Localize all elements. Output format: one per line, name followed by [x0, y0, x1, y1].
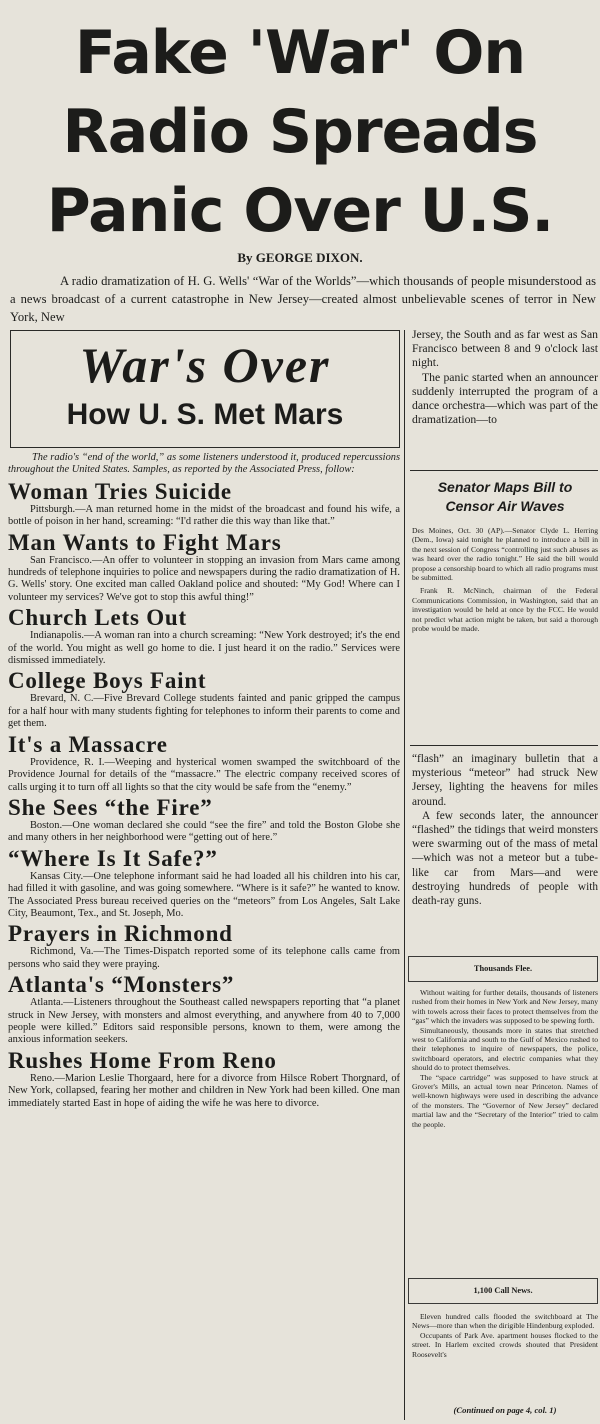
item-body: Reno.—Marion Leslie Thorgaard, here for a divorce from Hilsce Robert Thorgnard, of New York, collapsed, fearing her mother and children in New York had been killed. One man immediately started East in hope of aiding the wife he was here to divorce.: [8, 1072, 400, 1109]
item-headline: College Boys Faint: [8, 668, 207, 694]
report-item: [8, 921, 400, 971]
right-column-top: [412, 328, 598, 427]
report-item: [8, 846, 400, 921]
intro-paragraph: The radio's “end of the world,” as some listeners understood it, produced repercussions throughout the United States. Samples, as reported by the Associated Press, follow:: [8, 452, 400, 476]
wars-over-title: War's Over: [79, 337, 331, 393]
item-headline: “Where Is It Safe?”: [8, 845, 218, 871]
byline: By GEORGE DIXON.: [237, 250, 363, 265]
column-rule: [404, 330, 405, 1420]
sidebar-title-line: Censor Air Waves: [445, 498, 565, 514]
item-body: Brevard, N. C.—Five Brevard College students fainted and panic gripped the campus for a half hour with many students fighting for telephones to inform their parents to come and get them.: [8, 693, 400, 730]
item-headline: It's a Massacre: [8, 731, 168, 757]
item-body: Indianapolis.—A woman ran into a church screaming: “New York destroyed; it's the end of the world. You might as well go home to die. I just heard it on the radio.” Services were dismissed immediately.: [8, 630, 400, 667]
article-paragraph: Jersey, the South and as far west as San Francisco between 8 and 9 o'clock last night.: [412, 328, 598, 370]
wars-over-box: [10, 330, 400, 448]
item-headline: She Sees “the Fire”: [8, 794, 213, 820]
headline-line: Fake 'War' On: [74, 18, 526, 88]
sidebar-paragraph: Des Moines, Oct. 30 (AP).—Senator Clyde L. Herring (Dem., Iowa) said tonight he planned to introduce a bill in the next session of Congress “controlling just such abuses as was heard over the radio tonight.” He said the bill would propose a censorship board to which all radio programs must be submitted.: [412, 526, 598, 583]
lede-paragraph: A radio dramatization of H. G. Wells' “War of the Worlds”—which thousands of people misunderstood as a news broadcast of a current catastrophe in New Jersey—created almost unbelievable scenes of terror in New York, New: [10, 274, 596, 324]
report-item: [8, 668, 400, 730]
thousands-flee-body: [412, 988, 598, 1129]
subhead-thousands-flee: Thousands Flee.: [408, 956, 598, 982]
left-column: [8, 452, 400, 1110]
article-paragraph: Eleven hundred calls flooded the switchboard at The News—more than when the dirigible Hindenburg exploded.: [412, 1312, 598, 1331]
subhead-call-news: 1,100 Call News.: [408, 1278, 598, 1304]
article-paragraph: The “space cartridge” was supposed to have struck at Grover's Mills, an actual town near Princeton. Names of well-known highways were used in describing the advance of the monsters. The “Governor of New Jersey” declared martial law and the “Secretary of the Interior” tried to calm the people.: [412, 1072, 598, 1129]
report-item: [8, 795, 400, 845]
item-body: Richmond, Va.—The Times-Dispatch reported some of its telephone calls came from persons who said they were praying.: [8, 946, 400, 970]
item-headline: Rushes Home From Reno: [8, 1047, 277, 1073]
article-paragraph: Without waiting for further details, thousands of listeners rushed from their homes in New York and New Jersey, many with towels across their faces to protect themselves from the “gas” which the invaders was supposed to be spewing forth.: [412, 988, 598, 1026]
report-item: [8, 530, 400, 605]
divider: [410, 745, 598, 746]
divider: [410, 470, 598, 471]
item-body: Providence, R. I.—Weeping and hysterical women swamped the switchboard of the Providence Journal for details of the “massacre.” The electric company received scores of calls urging it to turn off all lights so that the city would be safe from the “enemy.”: [8, 756, 400, 793]
item-headline: Church Lets Out: [8, 605, 187, 631]
report-item: [8, 1048, 400, 1110]
item-headline: Prayers in Richmond: [8, 921, 233, 947]
report-item: [8, 732, 400, 794]
sidebar-body: [412, 526, 598, 633]
report-item: [8, 972, 400, 1047]
item-headline: Atlanta's “Monsters”: [8, 972, 235, 998]
article-paragraph: Simultaneously, thousands more in states that stretched west to California and south to the Gulf of Mexico rushed to their telephones to inquire of newspapers, the police, switchboard operators, and electric companies what they should do to protect themselves.: [412, 1025, 598, 1073]
report-item: [8, 479, 400, 529]
sidebar-paragraph: Frank R. McNinch, chairman of the Federal Communications Commission, in Washington, said that an investigation would be held at once by the FCC. He would not predict what action might be taken, but said a thorough probe would be made.: [412, 586, 598, 634]
item-headline: Man Wants to Fight Mars: [8, 529, 282, 555]
report-item: [8, 605, 400, 667]
item-body: Atlanta.—Listeners throughout the Southeast called newspapers reporting that “a planet struck in New Jersey, with monsters and almost everything, and anywhere from 40 to 7,000 people were killed.” Editors said responsible persons, known to them, were among the anxious information seekers.: [8, 997, 400, 1046]
article-paragraph: Occupants of Park Ave. apartment houses flocked to the street. In Harlem excited crowds shouted that President Roosevelt's: [412, 1330, 598, 1359]
article-paragraph: The panic started when an announcer suddenly interrupted the program of a dance orchestra—which was part of the dramatization—to: [412, 370, 598, 427]
item-headline: Woman Tries Suicide: [8, 478, 232, 504]
article-paragraph: “flash” an imaginary bulletin that a mysterious “meteor” had struck New Jersey, lighting the heavens for miles around.: [412, 753, 598, 808]
continued-line: (Continued on page 4, col. 1): [453, 1405, 557, 1415]
item-body: Pittsburgh.—A man returned home in the midst of the broadcast and found his wife, a bottle of poison in her hand, screaming: “I'd rather die this way than like that.”: [8, 503, 400, 528]
article-paragraph: A few seconds later, the announcer “flashed” the tidings that weird monsters were swarming out of the mass of metal—which was not a meteor but a tube-like car from Mars—and were destroying hundreds of people with death-ray guns.: [412, 809, 598, 908]
headline-line: Panic Over U.S.: [46, 176, 554, 246]
headline: [6, 14, 594, 251]
sidebar-title: [412, 478, 598, 516]
headline-line: Radio Spreads: [62, 97, 538, 167]
item-body: San Francisco.—An offer to volunteer in stopping an invasion from Mars came among hundreds of telephone inquiries to police and newspapers during the radio dramatization of H. G. Wells' story. One excited man called Oakland police and shouted: “My God! Where can I volunteer my services? We've got to stop this awful thing!”: [8, 554, 400, 603]
wars-over-subtitle: How U. S. Met Mars: [66, 398, 344, 431]
sidebar-title-line: Senator Maps Bill to: [437, 479, 573, 495]
item-body: Kansas City.—One telephone informant said he had loaded all his children into his car, had filled it with gasoline, and was going somewhere. “Where is it safe?” he wanted to know. The Associated Press bureau received queries on the “meteors” from Los Angeles, Salt Lake City, Beaumont, Tex., and St. Joseph, Mo.: [8, 870, 400, 919]
right-column-middle: [412, 752, 598, 908]
item-body: Boston.—One woman declared she could “see the fire” and told the Boston Globe she and many others in her neighborhood were “getting out of here.”: [8, 819, 400, 844]
call-news-body: [412, 1312, 598, 1359]
